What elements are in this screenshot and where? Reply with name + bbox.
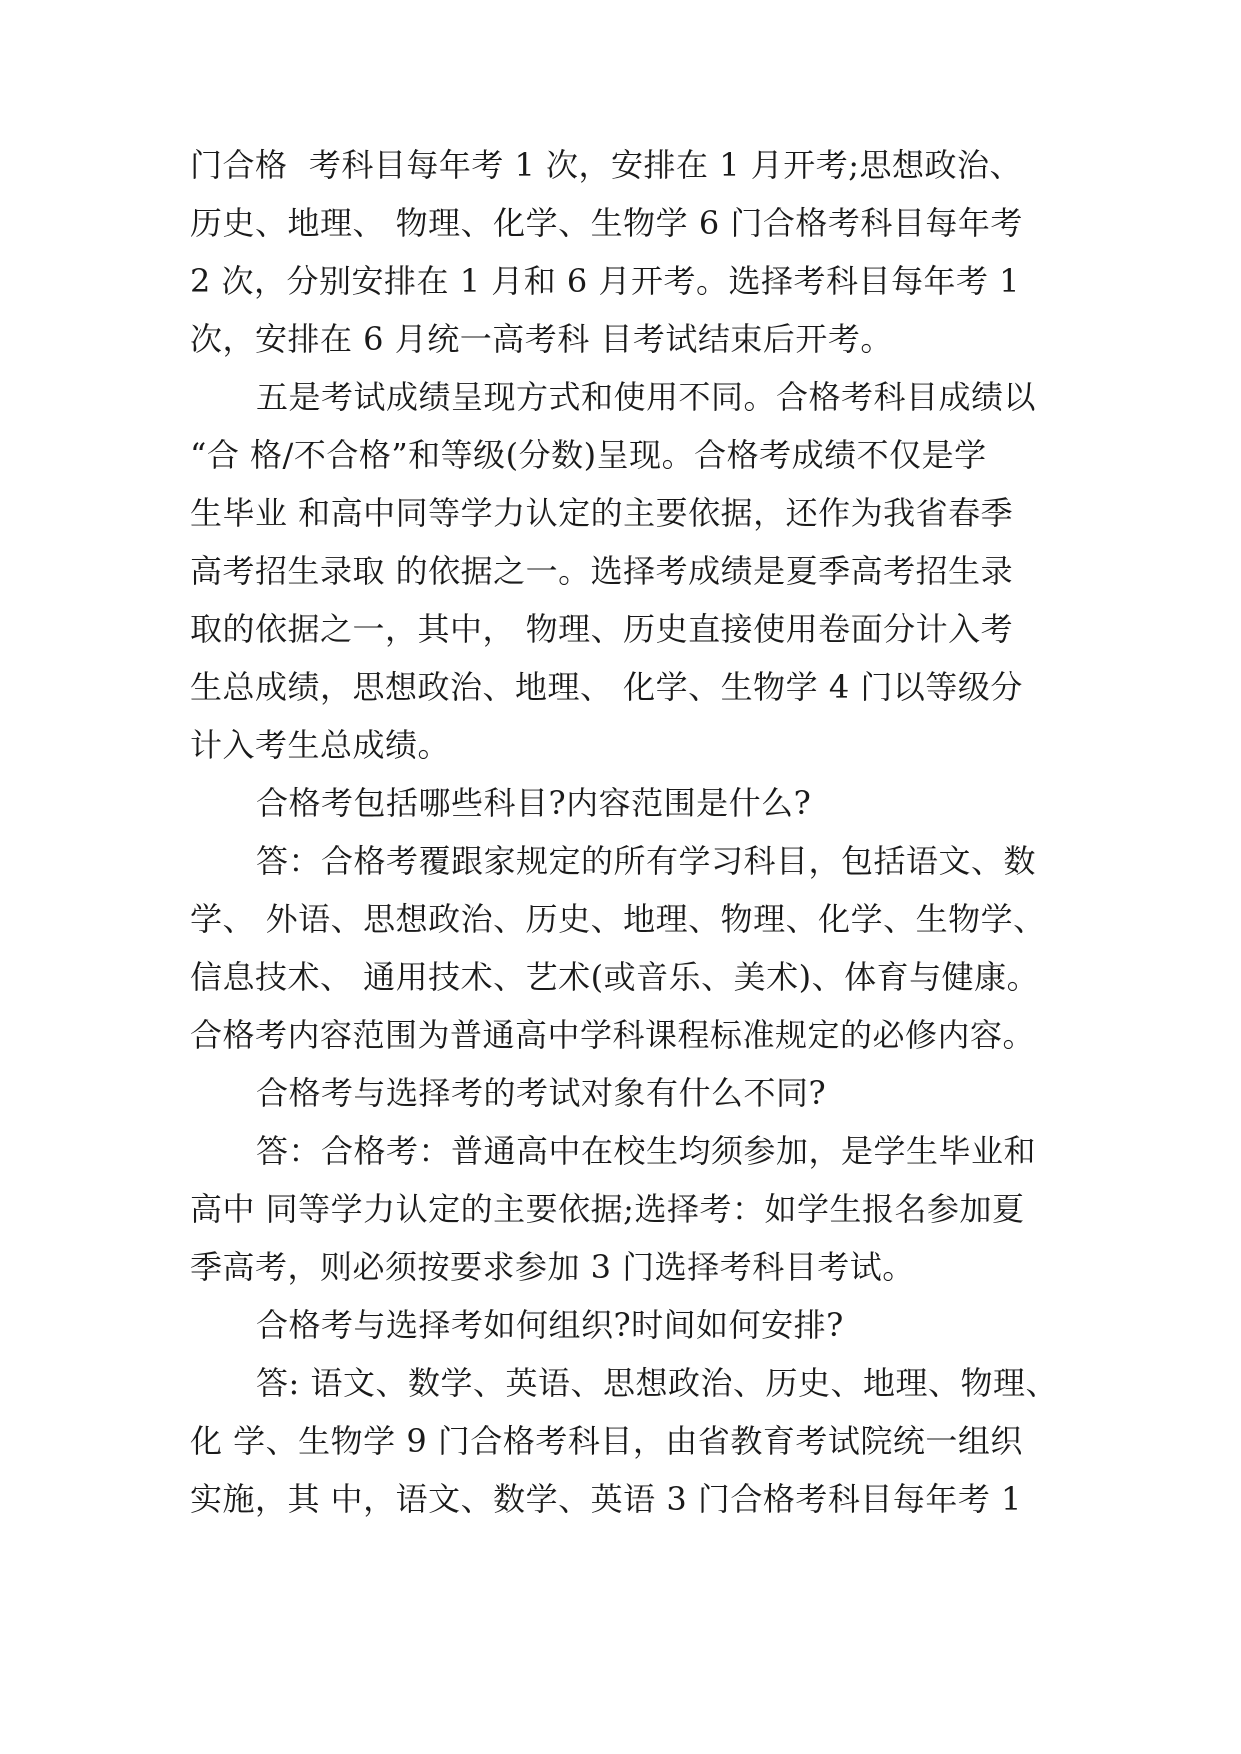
answer-start-line: 答：合格考：普通高中在校生均须参加，是学生毕业和: [256, 1132, 1037, 1170]
answer-start-line: 答：合格考覆跟家规定的所有学习科目，包括语文、数: [256, 842, 1037, 880]
text-line: 合格考内容范围为普通高中学科课程标准规定的必修内容。: [190, 1016, 1036, 1054]
text-line: 2 次，分别安排在 1 月和 6 月开考。选择考科目每年考 1: [190, 262, 1020, 300]
text-line: 门合格 考科目每年考 1 次，安排在 1 月开考;思想政治、: [190, 146, 1023, 184]
text-line: 计入考生总成绩。: [190, 726, 451, 764]
question-line: 合格考包括哪些科目?内容范围是什么?: [256, 784, 812, 822]
text-line: 生毕业 和高中同等学力认定的主要依据，还作为我省春季: [190, 494, 1014, 532]
question-line: 合格考与选择考如何组织?时间如何安排?: [256, 1306, 844, 1344]
text-line: 化 学、生物学 9 门合格考科目，由省教育考试院统一组织: [190, 1422, 1023, 1460]
text-line: 取的依据之一，其中， 物理、历史直接使用卷面分计入考: [190, 610, 1014, 648]
paragraph-start-line: 五是考试成绩呈现方式和使用不同。合格考科目成绩以: [256, 378, 1037, 416]
text-line: “合 格/不合格”和等级(分数)呈现。合格考成绩不仅是学: [190, 436, 987, 474]
text-line: 学、 外语、思想政治、历史、地理、物理、化学、生物学、: [190, 900, 1046, 938]
answer-start-line: 答: 语文、数学、英语、思想政治、历史、地理、物理、: [256, 1364, 1058, 1402]
text-line: 信息技术、 通用技术、艺术(或音乐、美术)、体育与健康。: [190, 958, 1040, 996]
text-line: 实施，其 中，语文、数学、英语 3 门合格考科目每年考 1: [190, 1480, 1022, 1518]
text-line: 生总成绩，思想政治、地理、 化学、生物学 4 门以等级分: [190, 668, 1023, 706]
text-line: 高考招生录取 的依据之一。选择考成绩是夏季高考招生录: [190, 552, 1014, 590]
text-line: 历史、地理、 物理、化学、生物学 6 门合格考科目每年考: [190, 204, 1023, 242]
text-line: 次，安排在 6 月统一高考科 目考试结束后开考。: [190, 320, 893, 358]
text-line: 高中 同等学力认定的主要依据;选择考：如学生报名参加夏: [190, 1190, 1025, 1228]
question-line: 合格考与选择考的考试对象有什么不同?: [256, 1074, 827, 1112]
text-line: 季高考，则必须按要求参加 3 门选择考科目考试。: [190, 1248, 915, 1286]
